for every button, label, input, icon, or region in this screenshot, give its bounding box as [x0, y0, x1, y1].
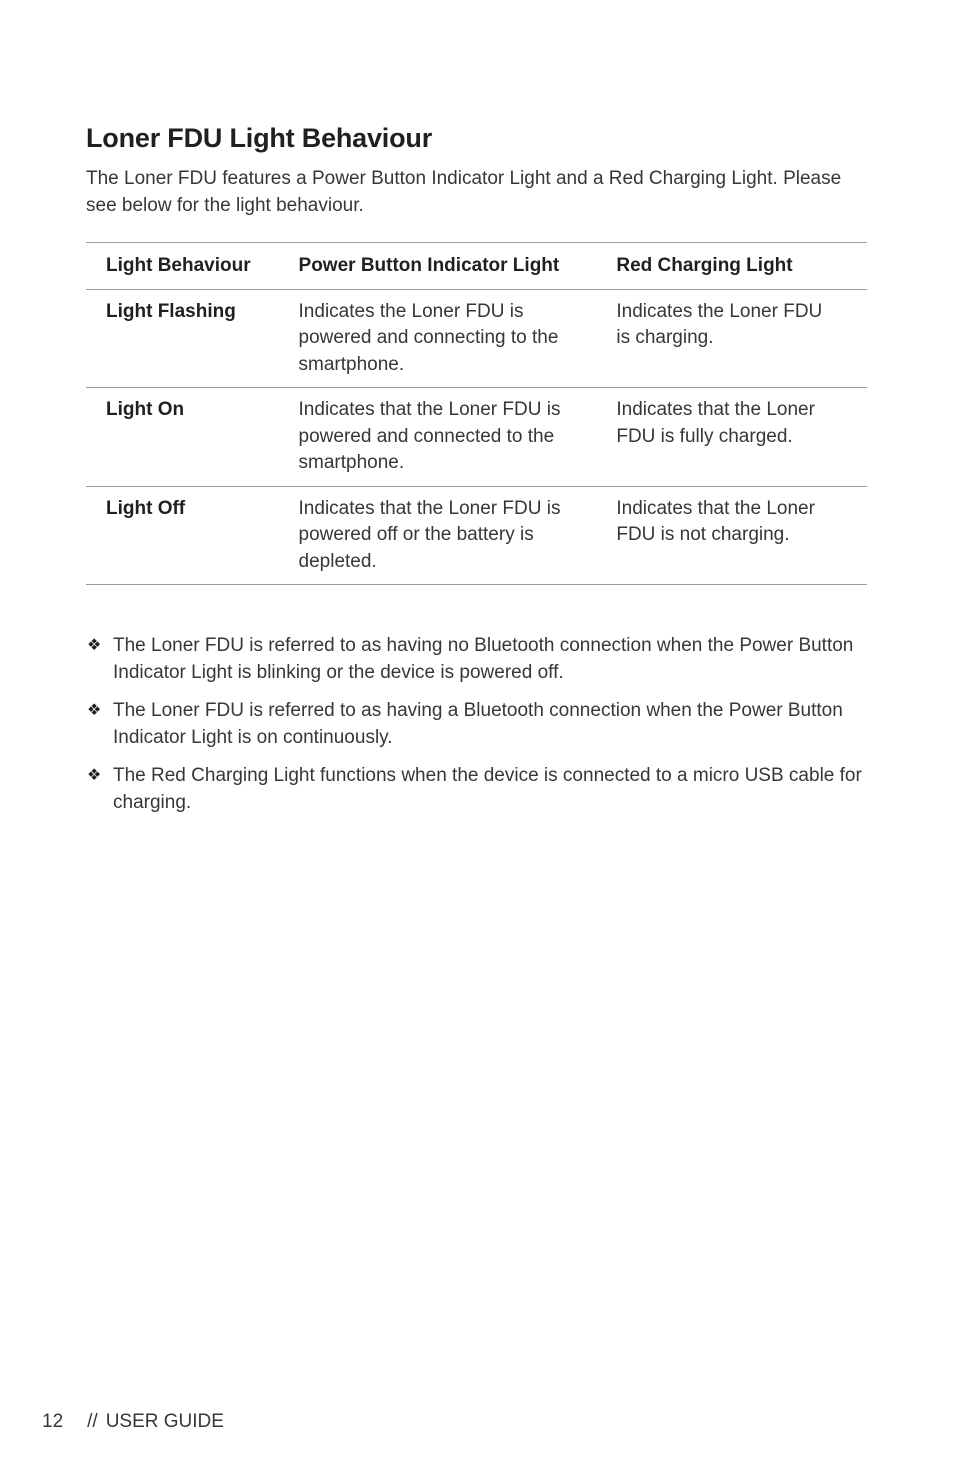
four-diamond-ornament-icon: ❖ [87, 637, 102, 654]
note-text: The Loner FDU is referred to as having a Bluetooth connection when the Power Button Indicator Light is on continuously. [113, 700, 843, 748]
page-number: 12 [42, 1411, 64, 1432]
light-behaviour-table [86, 242, 867, 585]
power-light-text: Indicates the Loner FDU is powered and connecting to the smartphone. [298, 300, 559, 375]
footer-separator: // [87, 1411, 98, 1432]
page-footer [42, 1411, 224, 1433]
power-light-cell [299, 486, 617, 585]
table-row [86, 388, 867, 487]
list-item [86, 697, 876, 751]
row-header-light-off: Light Off [106, 497, 186, 519]
column-header-red-charging-light: Red Charging Light [616, 255, 793, 276]
charging-light-text: Indicates that the Loner FDU is not charging. [616, 497, 815, 545]
charging-light-text: Indicates the Loner FDU is charging. [616, 300, 823, 348]
page-title: Loner FDU Light Behaviour [86, 123, 433, 153]
row-header-light-flashing: Light Flashing [106, 300, 236, 322]
power-light-cell [299, 388, 617, 487]
charging-light-cell [616, 388, 867, 487]
four-diamond-ornament-icon: ❖ [87, 767, 102, 784]
table-row [86, 486, 867, 585]
charging-light-cell [616, 289, 867, 388]
charging-light-cell [616, 486, 867, 585]
note-text: The Loner FDU is referred to as having no Bluetooth connection when the Power Button Indicator Light is blinking or the device is powered off. [113, 635, 854, 683]
row-header-light-on: Light On [106, 399, 185, 420]
column-header-power-button-indicator-light: Power Button Indicator Light [298, 255, 560, 276]
column-header-light-behaviour: Light Behaviour [106, 255, 251, 276]
table-row [86, 289, 867, 388]
footer-section-label: USER GUIDE [105, 1411, 224, 1432]
list-item [86, 632, 876, 686]
charging-light-text: Indicates that the Loner FDU is fully charged. [616, 399, 815, 447]
notes-list [86, 632, 876, 827]
power-light-text: Indicates that the Loner FDU is powered and connected to the smartphone. [298, 399, 561, 473]
four-diamond-ornament-icon: ❖ [87, 702, 102, 719]
power-light-cell [299, 289, 617, 388]
power-light-text: Indicates that the Loner FDU is powered off or the battery is depleted. [298, 497, 561, 572]
intro-paragraph: The Loner FDU features a Power Button Indicator Light and a Red Charging Light. Please see below for the light behaviour. [86, 168, 842, 216]
table-header-row [86, 243, 867, 290]
note-text: The Red Charging Light functions when the device is connected to a micro USB cable for charging. [113, 765, 862, 813]
list-item [86, 762, 876, 816]
